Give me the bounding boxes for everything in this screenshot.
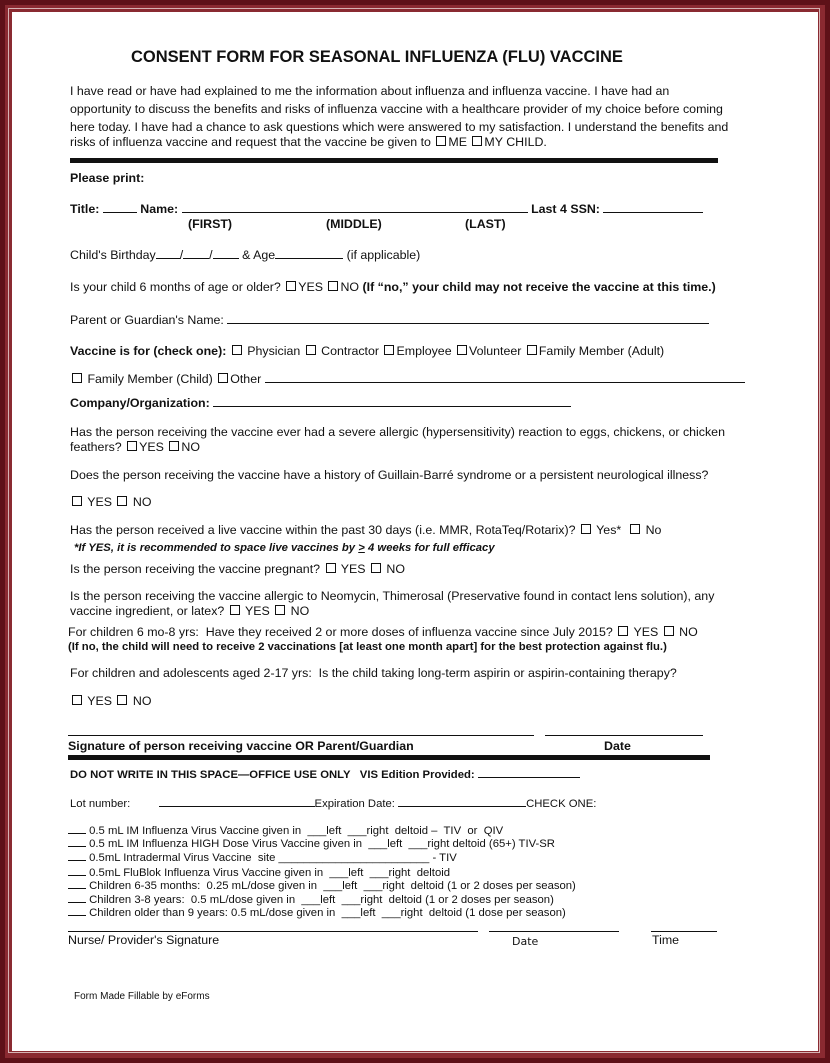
live-no-checkbox[interactable] <box>630 524 640 534</box>
please-print-label: Please print: <box>70 171 145 185</box>
vaccine-for-row-2: Family Member (Child) Other <box>70 371 745 387</box>
aspirin-question: For children and adolescents aged 2-17 yrs: Is the child taking long-term aspirin or aspirin-containing therapy? <box>70 666 677 680</box>
gbs-no-checkbox[interactable] <box>117 496 127 506</box>
aspirin-yes-checkbox[interactable] <box>72 695 82 705</box>
family-child-checkbox[interactable] <box>72 373 82 383</box>
signature-line[interactable] <box>68 735 534 736</box>
my-child-checkbox[interactable] <box>472 136 482 146</box>
lot-number-field[interactable] <box>159 795 315 807</box>
footer-note: Form Made Fillable by eForms <box>74 991 210 1002</box>
intro-line-4: risks of influenza vaccine and request that the vaccine be given to ME MY CHILD. <box>70 135 547 149</box>
office-check-2[interactable] <box>68 835 86 847</box>
children-yes-checkbox[interactable] <box>618 626 628 636</box>
nurse-signature-label: Nurse/ Provider's Signature <box>68 933 220 947</box>
signature-date-label: Date <box>604 739 631 753</box>
volunteer-checkbox[interactable] <box>457 345 467 355</box>
ssn-field[interactable] <box>603 201 703 213</box>
pregnant-no-checkbox[interactable] <box>371 563 381 573</box>
last-label: (LAST) <box>465 217 506 231</box>
office-item-3: 0.5mL Intradermal Virus Vaccine site ________________________ - TIV <box>68 849 457 866</box>
me-checkbox[interactable] <box>436 136 446 146</box>
family-adult-checkbox[interactable] <box>527 345 537 355</box>
office-check-1[interactable] <box>68 822 86 834</box>
live-yes-checkbox[interactable] <box>581 524 591 534</box>
nurse-signature-line[interactable] <box>68 931 478 932</box>
intro-line-1: I have read or have had explained to me the information about influenza and influenza vaccine. I have had an <box>70 84 670 98</box>
allergy-question-2: feathers? YES NO <box>70 440 200 454</box>
neomycin-question-2: vaccine ingredient, or latex? YES NO <box>70 604 310 618</box>
signature-label: Signature of person receiving vaccine OR Parent/Guardian <box>68 739 414 753</box>
contractor-checkbox[interactable] <box>306 345 316 355</box>
aspirin-answers: YES NO <box>70 694 152 709</box>
guardian-name-field[interactable] <box>227 312 709 324</box>
six-months-row: Is your child 6 months of age or older? YES NO (If “no,” your child may not receive the vaccine at this time.) <box>70 280 716 294</box>
birth-year-field[interactable] <box>213 247 239 259</box>
gbs-answers: YES NO <box>70 495 152 510</box>
office-check-4[interactable] <box>68 864 86 876</box>
name-row: Title: Name: Last 4 SSN: <box>70 201 703 217</box>
children-doses-note: (If no, the child will need to receive 2 vaccinations [at least one month apart] for the best protection against flu.) <box>68 641 667 653</box>
pregnant-yes-checkbox[interactable] <box>326 563 336 573</box>
company-row: Company/Organization: <box>70 395 571 411</box>
gbs-question: Does the person receiving the vaccine have a history of Guillain-Barré syndrome or a persistent neurological illness? <box>70 468 709 482</box>
office-item-1: 0.5 mL IM Influenza Virus Vaccine given in ___left ___right deltoid – TIV or QIV <box>68 822 503 839</box>
office-check-5[interactable] <box>68 877 86 889</box>
expiration-field[interactable] <box>398 795 526 807</box>
company-field[interactable] <box>213 395 571 407</box>
document-page <box>12 12 818 1051</box>
intro-line-3: here today. I have had a chance to ask questions which were answered to my satisfaction. I understand the benefits and <box>70 120 729 134</box>
other-field[interactable] <box>265 371 745 383</box>
vaccine-for-row: Vaccine is for (check one): Physician Contractor Employee Volunteer Family Member (Adult) <box>70 344 665 358</box>
allergy-question-1: Has the person receiving the vaccine ever had a severe allergic (hypersensitivity) reaction to eggs, chickens, or chicken <box>70 425 725 439</box>
birthday-row: Child's Birthday / / & Age (if applicable) <box>70 248 421 262</box>
page-title: CONSENT FORM FOR SEASONAL INFLUENZA (FLU) VACCINE <box>131 48 623 66</box>
other-checkbox[interactable] <box>218 373 228 383</box>
office-item-4: 0.5mL FluBlok Influenza Virus Vaccine given in ___left ___right deltoid <box>68 864 450 881</box>
office-check-3[interactable] <box>68 849 86 861</box>
section-divider <box>70 158 718 163</box>
nurse-date-label: Date <box>512 935 539 948</box>
name-field[interactable] <box>182 201 528 213</box>
office-item-6: Children 3-8 years: 0.5 mL/dose given in ___left ___right deltoid (1 or 2 doses per season) <box>68 891 554 908</box>
aspirin-no-checkbox[interactable] <box>117 695 127 705</box>
title-field[interactable] <box>103 201 137 213</box>
birth-day-field[interactable] <box>183 247 209 259</box>
six-months-yes-checkbox[interactable] <box>286 281 296 291</box>
employee-checkbox[interactable] <box>384 345 394 355</box>
office-item-5: Children 6-35 months: 0.25 mL/dose given in ___left ___right deltoid (1 or 2 doses per season) <box>68 877 576 894</box>
first-label: (FIRST) <box>188 217 233 231</box>
birth-month-field[interactable] <box>156 247 180 259</box>
gbs-yes-checkbox[interactable] <box>72 496 82 506</box>
physician-checkbox[interactable] <box>232 345 242 355</box>
children-no-checkbox[interactable] <box>664 626 674 636</box>
office-divider <box>68 755 710 760</box>
office-item-2: 0.5 mL IM Influenza HIGH Dose Virus Vaccine given in ___left ___right deltoid (65+) TIV-SR <box>68 835 555 852</box>
allergy-yes-checkbox[interactable] <box>127 441 137 451</box>
nurse-time-line[interactable] <box>651 931 717 932</box>
signature-date-line[interactable] <box>545 735 703 736</box>
intro-line-2: opportunity to discuss the benefits and risks of influenza vaccine with a healthcare provider of my choice before coming <box>70 102 723 116</box>
neomycin-no-checkbox[interactable] <box>275 605 285 615</box>
live-vaccine-question: Has the person received a live vaccine within the past 30 days (i.e. MMR, RotaTeq/Rotarix)? Yes* No <box>70 523 662 537</box>
nurse-time-label: Time <box>652 933 680 947</box>
neomycin-yes-checkbox[interactable] <box>230 605 240 615</box>
neomycin-question-1: Is the person receiving the vaccine allergic to Neomycin, Thimerosal (Preservative found in contact lens solution), any <box>70 589 715 603</box>
office-check-7[interactable] <box>68 904 86 916</box>
vis-edition-field[interactable] <box>478 766 580 778</box>
pregnant-question: Is the person receiving the vaccine pregnant? YES NO <box>70 562 406 576</box>
guardian-row: Parent or Guardian's Name: <box>70 312 709 328</box>
allergy-no-checkbox[interactable] <box>169 441 179 451</box>
live-vaccine-note: *If YES, it is recommended to space live vaccines by > 4 weeks for full efficacy <box>74 542 495 554</box>
lot-row: Lot number: Expiration Date: CHECK ONE: <box>70 795 596 812</box>
office-check-6[interactable] <box>68 891 86 903</box>
office-item-7: Children older than 9 years: 0.5 mL/dose given in ___left ___right deltoid (1 dose per season) <box>68 904 566 921</box>
children-doses-question: For children 6 mo-8 yrs: Have they received 2 or more doses of influenza vaccine since July 2015? YES NO <box>68 625 698 639</box>
six-months-no-checkbox[interactable] <box>328 281 338 291</box>
age-field[interactable] <box>275 247 343 259</box>
middle-label: (MIDDLE) <box>326 217 382 231</box>
nurse-date-line[interactable] <box>489 931 619 932</box>
office-header-row: DO NOT WRITE IN THIS SPACE—OFFICE USE ONLY VIS Edition Provided: <box>70 766 580 783</box>
